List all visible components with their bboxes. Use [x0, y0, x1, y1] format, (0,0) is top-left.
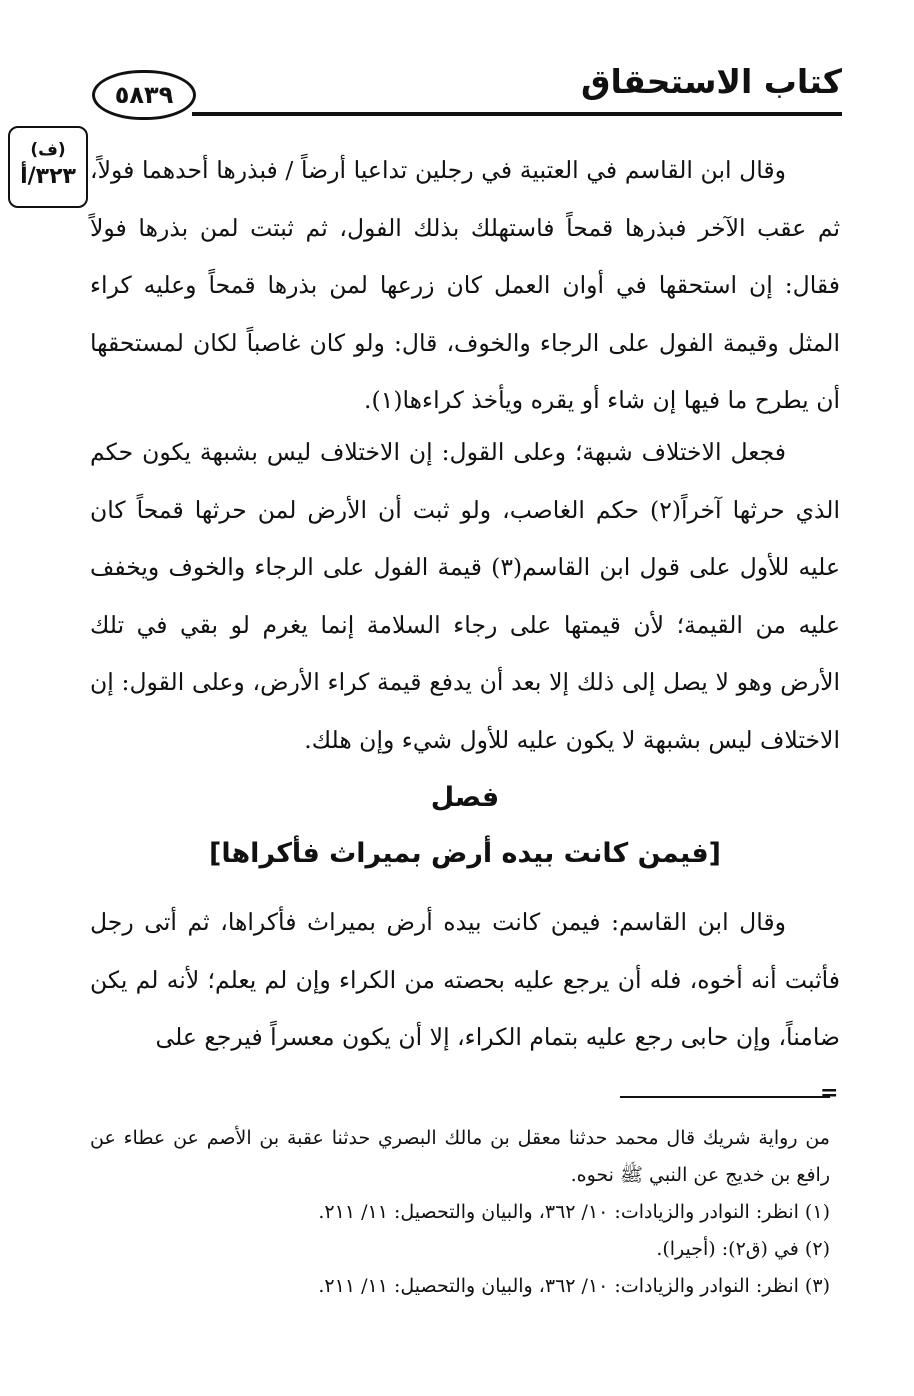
- footnote-continuation: من رواية شريك قال محمد حدثنا معقل بن مالك البصري حدثنا عقبة بن الأصم عن عطاء عن رافع بن خديج عن النبي ﷺ نحوه.: [90, 1127, 830, 1186]
- manuscript-reference-value: ٣٢٣/أ: [20, 164, 76, 189]
- paragraph-text: وقال ابن القاسم: فيمن كانت بيده أرض بميراث فأكراها، ثم أتى رجل فأثبت أنه أخوه، فله أن يرجع عليه بحصته من الكراء وإن لم يعلم؛ لأنه لم يكن ضامناً، وإن حابى رجع عليه بتمام الكراء، إلا أن يكون معسراً فيرجع على: [90, 908, 840, 1051]
- footnote-1: (١) انظر: النوادر والزيادات: ١٠/ ٣٦٢، والبيان والتحصيل: ١١/ ٢١١.: [318, 1201, 830, 1223]
- paragraph-text: وقال ابن القاسم في العتبية في رجلين تداعيا أرضاً / فبذرها أحدهما فولاً، ثم عقب الآخر فبذرها قمحاً فاستهلك بذلك الفول، ثم ثبتت لمن بذرها فولاً فقال: إن استحقها في أوان العمل كان زرعها لمن بذرها قمحاً وعليه كراء المثل وقيمة الفول على الرجاء والخوف، قال: ولو كان غاصباً لكان لمستحقها أن يطرح ما فيها إن شاء أو يقره ويأخذ كراءها(١).: [90, 156, 840, 414]
- footnote-continuation-mark: =: [820, 1080, 839, 1106]
- body-paragraph-2: [90, 424, 840, 769]
- body-paragraph-1: [90, 142, 840, 430]
- footnote-separator: [620, 1096, 830, 1098]
- section-subheading: [فيمن كانت بيده أرض بميراث فأكراها]: [208, 838, 722, 869]
- footnotes: [90, 1120, 830, 1305]
- body-paragraph-3: [90, 894, 840, 1067]
- footnote-2: (٢) في (ق٢): (أجيرا).: [656, 1238, 830, 1260]
- section-heading: فصل: [430, 782, 500, 813]
- page-number: ٥٨٣٩: [92, 70, 196, 120]
- manuscript-reference-box: [8, 126, 88, 208]
- page-header: [92, 58, 842, 128]
- manuscript-reference-label: (ف): [30, 140, 66, 160]
- book-title: كتاب الاستحقاق: [581, 62, 842, 101]
- paragraph-text: فجعل الاختلاف شبهة؛ وعلى القول: إن الاختلاف ليس بشبهة يكون حكم الذي حرثها آخراً(٢) حكم الغاصب، ولو ثبت أن الأرض لمن حرثها قمحاً كان عليه للأول على قول ابن القاسم(٣) قيمة الفول على الرجاء والخوف ويخفف عليه من القيمة؛ لأن قيمتها على رجاء السلامة إنما يغرم لو بقي في تلك الأرض وهو لا يصل إلى ذلك إلا بعد أن يدفع قيمة كراء الأرض، وعلى القول: إن الاختلاف ليس بشبهة لا يكون عليه للأول شيء وإن هلك.: [90, 438, 840, 754]
- header-rule: [192, 112, 842, 116]
- footnote-3: (٣) انظر: النوادر والزيادات: ١٠/ ٣٦٢، والبيان والتحصيل: ١١/ ٢١١.: [318, 1275, 830, 1297]
